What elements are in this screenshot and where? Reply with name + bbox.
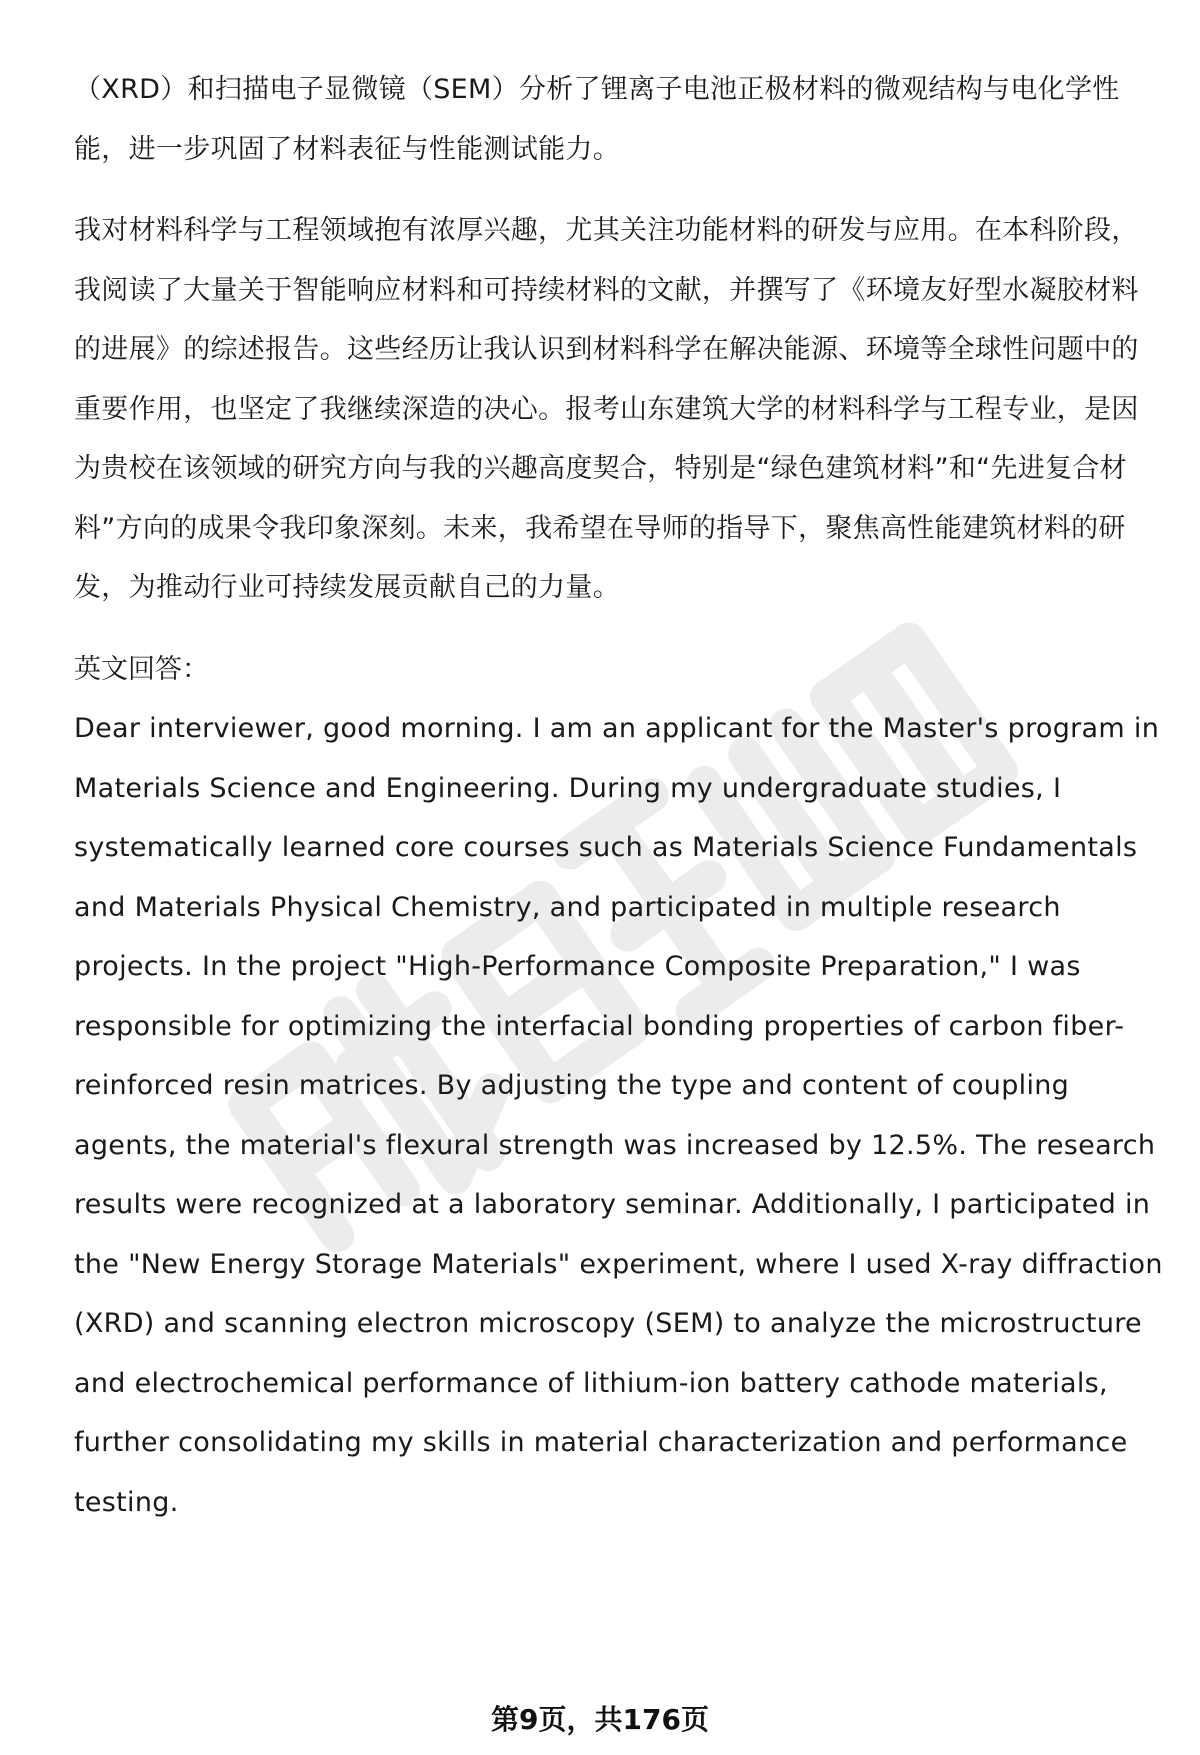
english-answer-heading: 英文回答： [74,653,209,685]
paragraph-english-answer: Dear interviewer, good morning. I am an applicant for the Master's program in Materials Science and Engineering. During my undergraduate studies, I systematically learned core courses such as Materials Science Fundamentals and Materials Physical Chemistry, and participated in multiple research projects. In the project "High-Performance Composite Preparation," I was responsible for optimizing the interfacial bonding properties of carbon fiber-reinforced resin matrices. By adjusting the type and content of coupling agents, the material's flexural strength was increased by 12.5%. The research results were recognized at a laboratory seminar. Additionally, I participated in the "New Energy Storage Materials" experiment, where I used X-ray diffraction (XRD) and scanning electron microscopy (SEM) to analyze the microstructure and electrochemical performance of lithium-ion battery cathode materials, further consolidating my skills in material characterization and performance testing. [74,713,1163,1518]
paragraph-continuation: （XRD）和扫描电子显微镜（SEM）分析了锂离子电池正极材料的微观结构与电化学性能，进一步巩固了材料表征与性能测试能力。 [74,74,1120,165]
page-number: 第9页，共176页 [491,1703,709,1736]
paragraph-motivation: 我对材料科学与工程领域抱有浓厚兴趣，尤其关注功能材料的研发与应用。在本科阶段，我阅读了大量关于智能响应材料和可持续材料的文献，并撰写了《环境友好型水凝胶材料的进展》的综述报告。这些经历让我认识到材料科学在解决能源、环境等全球性问题中的重要作用，也坚定了我继续深造的决心。报考山东建筑大学的材料科学与工程专业，是因为贵校在该领域的研究方向与我的兴趣高度契合，特别是“绿色建筑材料”和“先进复合材料”方向的成果令我印象深刻。未来，我希望在导师的指导下，聚焦高性能建筑材料的研发，为推动行业可持续发展贡献自己的力量。 [74,215,1139,603]
document-body [74,60,1164,1532]
